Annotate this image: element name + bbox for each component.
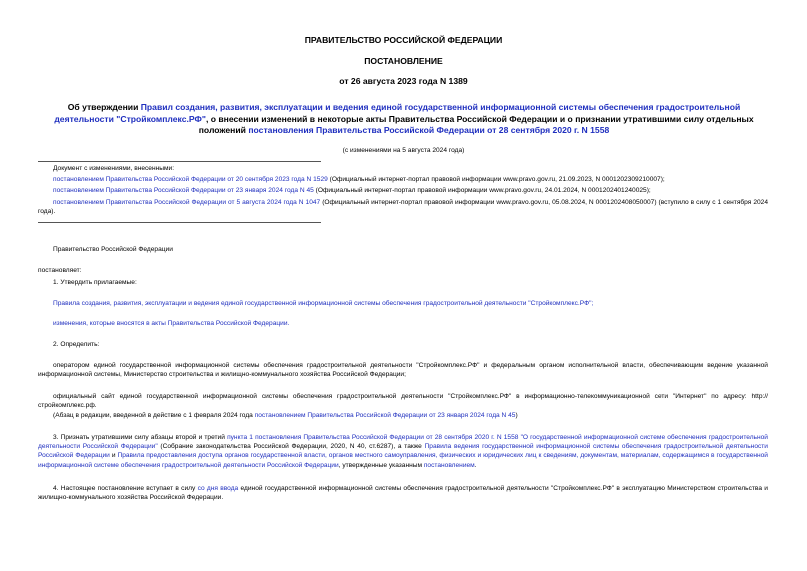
body-decides: постановляет: (38, 267, 82, 274)
point-3-and: и (109, 452, 118, 460)
point-2-note (38, 411, 768, 420)
change-link-45[interactable]: постановлением Правительства Российской Федерации от 23 января 2024 года N 45 (53, 187, 314, 195)
decree-1558-link[interactable]: постановления Правительства Российской Федерации от 28 сентября 2020 г. N 1558 (248, 125, 610, 135)
point-3-prefix: 3. Признать утратившими силу абзацы второй и третий (53, 434, 228, 441)
change-source: (Официальный интернет-портал правовой информации www.pravo.gov.ru, 05.08.2024, N 0001202408050007) (вступило в силу с 1 сентября 2024 года). (38, 198, 768, 215)
change-link-1047[interactable]: постановлением Правительства Российской Федерации от 5 августа 2024 года N 1047 (53, 198, 321, 206)
point-1-item (38, 319, 768, 328)
body-government: Правительство Российской Федерации (53, 246, 173, 253)
point-4-prefix: 4. Настоящее постановление вступает в силу (53, 485, 198, 492)
change-link-1529[interactable]: постановлением Правительства Российской Федерации от 20 сентября 2023 года N 1529 (53, 176, 328, 184)
note-suffix: ) (515, 412, 518, 419)
change-item (53, 175, 768, 184)
point-2: 2. Определить: (53, 341, 100, 348)
changes-intro: Документ с изменениями, внесенными: (53, 165, 175, 172)
change-item (53, 186, 768, 195)
bottom-divider (38, 222, 321, 223)
rules-link[interactable]: Правил создания, развития, эксплуатации и ведения единой государственной информационной системы обеспечения градостроительной деятельности "Стройкомплекс.РФ" (54, 102, 741, 124)
point-1-item (38, 299, 768, 308)
rules-maintenance-link[interactable]: Правила ведения государственной информационной системы обеспечения градостроительной деятельности Российской Федерации (38, 443, 768, 460)
document-title (40, 102, 768, 137)
commissioning-link[interactable]: со дня ввода (197, 485, 239, 492)
top-divider (38, 161, 321, 162)
document-type: ПОСТАНОВЛЕНИЕ (364, 56, 443, 66)
point-2-operator: оператором единой государственной информационной системы обеспечения градостроительной деятельности "Стройкомплекс.РФ" и федеральным органом исполнительной власти, обеспечивающим ведение указанной информационной системы, Министерство строительства и жилищно-коммунального хозяйства Российской Федерации; (38, 362, 768, 379)
point-3-mid: (Собрание законодательства Российской Федерации, 2020, N 40, ст.6287), а также (157, 443, 425, 451)
point-1: 1. Утвердить прилагаемые: (53, 279, 137, 286)
note-prefix: (Абзац в редакции, введенной в действие с 1 февраля 2024 года (53, 412, 255, 419)
change-item (38, 198, 768, 216)
rules-approved-link[interactable]: Правила создания, развития, эксплуатации и ведения единой государственной информационной системы обеспечения градостроительной деятельности "Стройкомплекс.РФ"; (53, 300, 594, 307)
title-middle: , о внесении изменений в некоторые акты Правительства Российской Федерации и о признании утратившими силу отдельных положений (198, 113, 754, 135)
decree-link[interactable]: постановлением (423, 461, 475, 469)
rules-access-link[interactable]: Правила предоставления доступа органов государственной власти, органов местного самоуправления, физических и юридических лиц к сведениям, документам, материалам, содержащимся в государственной информационной системе обеспечения градостроительной деятельности Российской Федерации (38, 452, 768, 469)
note-decree-45-link[interactable]: постановлением Правительства Российской Федерации от 23 января 2024 года N 45 (254, 412, 516, 419)
document-date-number: от 26 августа 2023 года N 1389 (339, 76, 468, 86)
point-2-website: официальный сайт единой государственной информационной системы обеспечения градостроительной деятельности "Стройкомплекс.РФ" в информационно-телекоммуникационной сети "Интернет" по адресу: http://стройкомплекс.рф. (38, 393, 768, 410)
point-1-decree-1558-link[interactable]: пункта 1 постановления Правительства Российской Федерации от 28 сентября 2020 г. N 1558 "О государственной информационной системе обеспечения градостроительной деятельности Российской Федерации" (38, 434, 768, 451)
changes-block (38, 164, 768, 216)
point-3 (38, 433, 768, 470)
change-source: (Официальный интернет-портал правовой информации www.pravo.gov.ru, 21.09.2023, N 0001202309210007); (327, 176, 665, 184)
point-3-period: . (474, 461, 477, 469)
point-4 (38, 484, 768, 502)
point-4-suffix: единой государственной информационной системы обеспечения градостроительной деятельности "Стройкомплекс.РФ" в эксплуатацию Министерством строительства и жилищно-коммунального хозяйства Российской Федерации. (38, 485, 768, 502)
change-source: (Официальный интернет-портал правовой информации www.pravo.gov.ru, 24.01.2024, N 0001202401240025); (313, 187, 651, 195)
title-prefix: Об утверждении (67, 102, 141, 112)
point-3-end: , утвержденные указанным (338, 461, 424, 469)
government-heading: ПРАВИТЕЛЬСТВО РОССИЙСКОЙ ФЕДЕРАЦИИ (304, 35, 503, 45)
amendments-link[interactable]: изменения, которые вносятся в акты Правительства Российской Федерации. (53, 320, 290, 327)
revision-note: (с изменениями на 5 августа 2024 года) (342, 147, 465, 154)
